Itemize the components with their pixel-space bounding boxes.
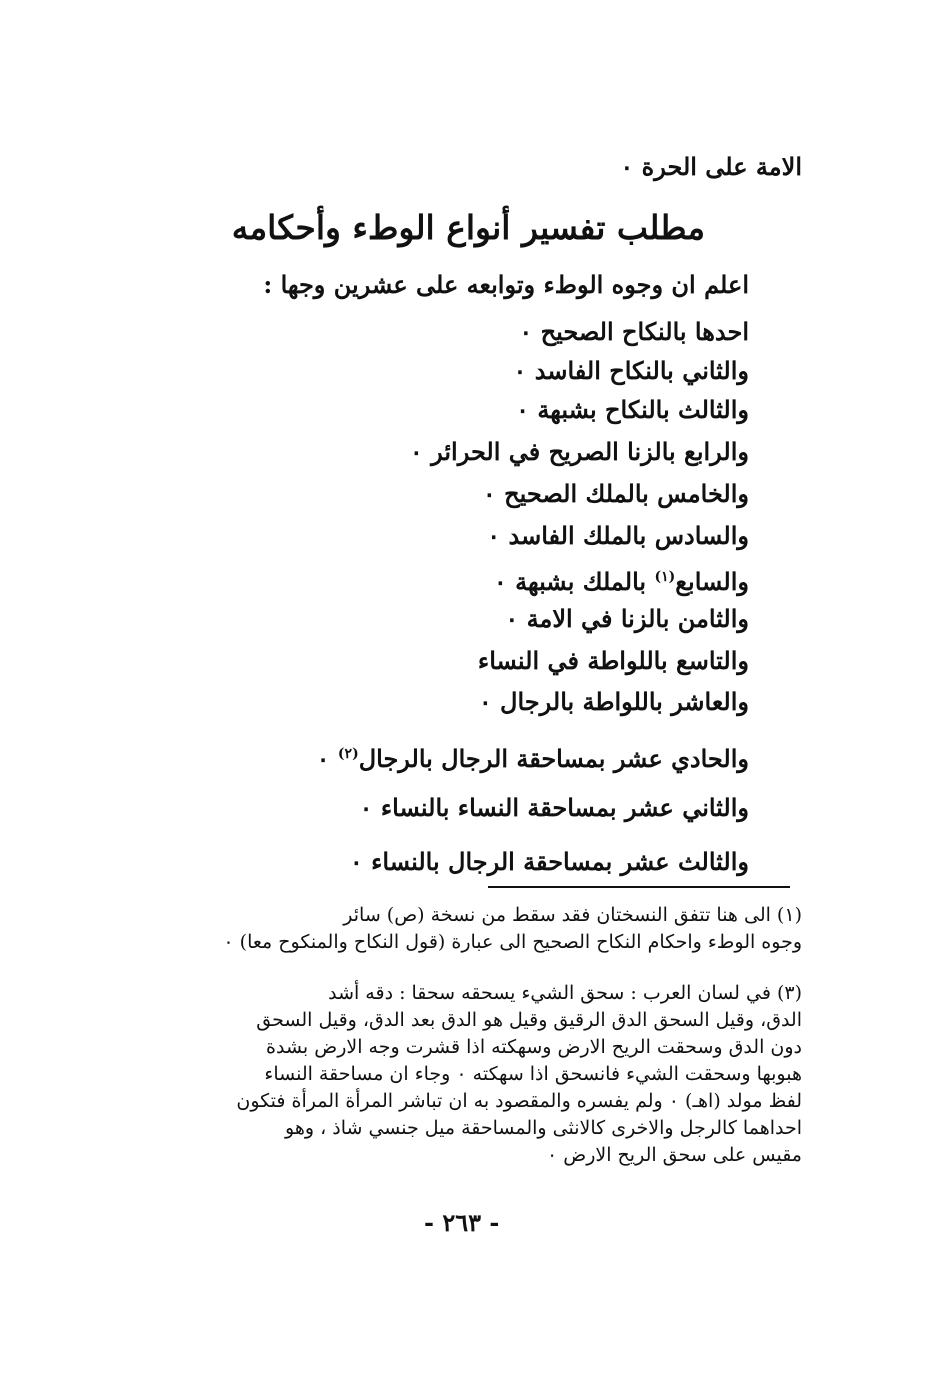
footnote-line: مقيس على سحق الريح الارض ٠ [546, 1144, 802, 1166]
footnote-line: دون الدق وسحقت الريح الارض وسهكته اذا قشرت وجه الارض بشدة [266, 1036, 802, 1058]
item-seven-prefix: والسابع [675, 567, 749, 596]
list-item: والثالث عشر بمساحقة الرجال بالنساء ٠ [349, 847, 749, 876]
list-item [317, 738, 749, 775]
list-item: والثالث بالنكاح بشبهة ٠ [516, 395, 749, 424]
footnote-one [130, 902, 802, 956]
list-item [494, 561, 749, 598]
footnote-line: (١) الى هنا تتفق النسختان فقد سقط من نسخة (ص) سائر [343, 904, 802, 926]
footnote-line: وجوه الوطء واحكام النكاح الصحيح الى عبارة (قول النكاح والمنكوح معا) ٠ [223, 931, 802, 953]
item-eleven-suffix: ٠ [316, 744, 330, 773]
list-item: والثاني بالنكاح الفاسد ٠ [513, 356, 749, 385]
footnote-line: (٣) في لسان العرب : سحق الشيء يسحقه سحقا : دقه أشد [328, 982, 802, 1004]
list-item: والرابع بالزنا الصريح في الحرائر ٠ [409, 437, 749, 466]
list-item: والخامس بالملك الصحيح ٠ [482, 479, 749, 508]
item-eleven-text: والحادي عشر بمساحقة الرجال بالرجال [358, 744, 749, 773]
footnote-three [130, 980, 802, 1169]
item-seven-text: بالملك بشبهة ٠ [493, 567, 647, 596]
footnote-line: هبوبها وسحقت الشيء فانسحق اذا سهكته ٠ وجاء ان مساحقة النساء [264, 1063, 802, 1085]
list-item: والثاني عشر بمساحقة النساء بالنساء ٠ [359, 793, 749, 822]
footnote-mark: (١) [654, 569, 676, 585]
footnote-mark: (٢) [337, 746, 359, 762]
footnote-line: الدق، وقيل السحق الدق الرقيق وقيل هو الدق بعد الدق، وقيل السحق [256, 1009, 802, 1031]
page-number: - ٢٦٣ - [424, 1208, 500, 1237]
intro-line: اعلم ان وجوه الوطء وتوابعه على عشرين وجها : [263, 270, 749, 299]
list-item: والتاسع باللواطة في النساء [477, 646, 749, 675]
list-item: والثامن بالزنا في الامة ٠ [505, 604, 749, 633]
section-title: مطلب تفسير أنواع الوطء وأحكامه [231, 208, 705, 247]
list-item: احدها بالنكاح الصحيح ٠ [519, 317, 749, 346]
footnote-divider [488, 886, 790, 888]
header-line: الامة على الحرة ٠ [620, 152, 802, 181]
footnote-line: لفظ مولد (اهـ) ٠ ولم يفسره والمقصود به ان تباشر المرأة المرأة فتكون [236, 1090, 802, 1112]
list-item: والسادس بالملك الفاسد ٠ [487, 521, 749, 550]
list-item: والعاشر باللواطة بالرجال ٠ [478, 687, 749, 716]
footnote-line: احداهما كالرجل والاخرى كالانثى والمساحقة ميل جنسي شاذ ، وهو [285, 1117, 802, 1139]
